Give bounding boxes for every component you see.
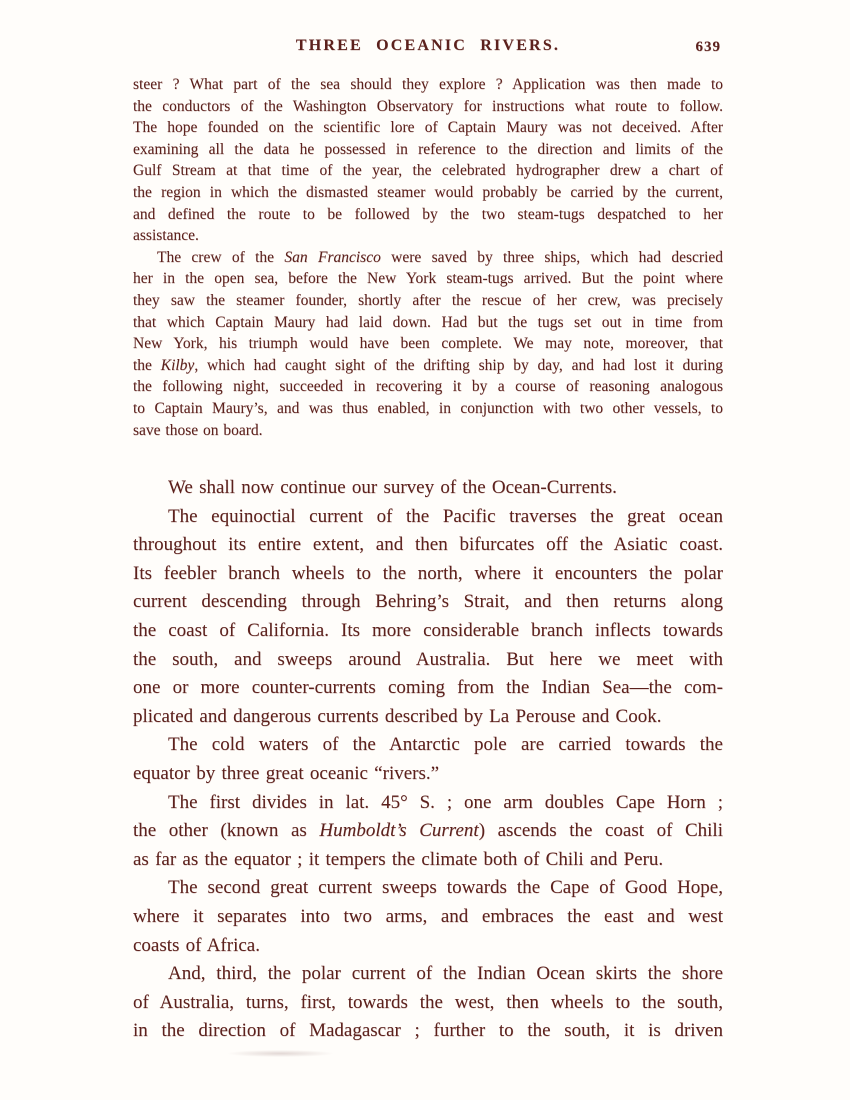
text-run: New York, his triumph would have been complete. We may note, moreover, that [133, 335, 723, 353]
text-run: the region in which the dismasted steamer would probably be carried by the current, [133, 183, 723, 201]
text-run: and defined the route to be followed by the two steam-tugs despatched to her [133, 205, 723, 223]
text-run: ) ascends the coast of Chili [478, 820, 723, 842]
scan-artifact [228, 1050, 333, 1057]
text-line [133, 989, 723, 1018]
text-run: , which had caught sight of the drifting ship by day, and had lost it during [194, 356, 723, 374]
text-line [133, 268, 723, 290]
text-run: save those on board. [133, 421, 263, 439]
text-line [133, 117, 723, 139]
paragraph [133, 874, 723, 960]
text-line [133, 96, 723, 118]
text-line [133, 474, 723, 503]
text-line [133, 1017, 723, 1046]
page-header [133, 36, 723, 56]
text-run: The cold waters of the Antarctic pole are carried towards the [168, 734, 723, 756]
text-run: The first divides in lat. 45° S. ; one arm doubles Cape Horn ; [168, 791, 723, 813]
text-run: plicated and dangerous currents described by La Perouse and Cook. [133, 705, 662, 727]
text-run: coasts of Africa. [133, 934, 260, 956]
document-body [133, 74, 723, 1046]
italic-text: Humboldt’s Current [319, 820, 479, 842]
text-line [133, 160, 723, 182]
text-line [133, 617, 723, 646]
text-line [133, 247, 723, 269]
paragraph [133, 731, 723, 788]
text-run: examining all the data he possessed in reference to the direction and limits of the [133, 140, 723, 158]
text-line [133, 531, 723, 560]
text-line [133, 355, 723, 377]
text-run: that which Captain Maury had laid down. Had but the tugs set out in time from [133, 313, 723, 331]
text-line [133, 903, 723, 932]
text-line [133, 731, 723, 760]
text-line [133, 760, 723, 789]
text-run: her in the open sea, before the New York steam-tugs arrived. But the point where [133, 270, 723, 288]
text-line [133, 560, 723, 589]
text-line [133, 312, 723, 334]
text-line [133, 789, 723, 818]
paragraph [133, 474, 723, 503]
paragraph [133, 789, 723, 875]
text-run: The second great current sweeps towards the Cape of Good Hope, [168, 877, 723, 899]
text-line [133, 846, 723, 875]
text-run: the [133, 356, 161, 374]
text-run: to Captain Maury’s, and was thus enabled, in conjunction with two other vessels, to [133, 399, 723, 417]
page-number: 639 [695, 39, 721, 55]
text-run: in the direction of Madagascar ; further to the south, it is driven [133, 1020, 723, 1042]
text-line [133, 74, 723, 96]
text-run: the south, and sweeps around Australia. But here we meet with [133, 648, 723, 670]
text-line [133, 420, 723, 442]
text-line [133, 874, 723, 903]
text-run: one or more counter-currents coming from the Indian Sea—the com- [133, 677, 723, 699]
text-run: they saw the steamer founder, shortly after the rescue of her crew, was precisely [133, 291, 723, 309]
text-run: equator by three great oceanic “rivers.” [133, 763, 440, 785]
text-line [133, 960, 723, 989]
text-line [133, 932, 723, 961]
italic-text: Kilby [160, 356, 195, 374]
text-run: the other (known as [133, 820, 320, 842]
running-head-title: THREE OCEANIC RIVERS. [295, 37, 561, 54]
text-line [133, 398, 723, 420]
text-line [133, 333, 723, 355]
text-run: as far as the equator ; it tempers the climate both of Chili and Peru. [133, 848, 664, 870]
text-line [133, 290, 723, 312]
text-run: The hope founded on the scientific lore of Captain Maury was not deceived. After [133, 119, 723, 137]
text-run: steer ? What part of the sea should they explore ? Application was then made to [133, 76, 723, 93]
text-line [133, 139, 723, 161]
text-run: And, third, the polar current of the Indian Ocean skirts the shore [168, 963, 723, 985]
text-line [133, 674, 723, 703]
paragraph [133, 503, 723, 732]
text-section-large [133, 474, 723, 1046]
text-section-small [133, 74, 723, 441]
paragraph [133, 960, 723, 1046]
text-line [133, 182, 723, 204]
text-run: throughout its entire extent, and then bifurcates off the Asiatic coast. [133, 534, 723, 556]
text-line [133, 646, 723, 675]
text-line [133, 703, 723, 732]
text-run: the coast of California. Its more considerable branch inflects towards [133, 620, 723, 642]
text-line [133, 503, 723, 532]
text-run: the conductors of the Washington Observatory for instructions what route to follow. [133, 97, 723, 115]
text-line [133, 588, 723, 617]
text-run: We shall now continue our survey of the Ocean-Currents. [168, 477, 617, 499]
text-run: The equinoctial current of the Pacific traverses the great ocean [168, 505, 723, 527]
text-run: the following night, succeeded in recovering it by a course of reasoning analogous [133, 378, 723, 396]
paragraph [133, 74, 723, 247]
paragraph [133, 247, 723, 441]
text-run: Its feebler branch wheels to the north, where it encounters the polar [133, 562, 723, 584]
text-run: The crew of the [157, 248, 285, 266]
text-run: current descending through Behring’s Strait, and then returns along [133, 591, 723, 613]
italic-text: San Francisco [284, 248, 381, 266]
text-run: Gulf Stream at that time of the year, the celebrated hydrographer drew a chart of [133, 162, 723, 180]
text-run: assistance. [133, 227, 199, 245]
text-run: of Australia, turns, first, towards the west, then wheels to the south, [133, 991, 723, 1013]
text-line [133, 225, 723, 247]
text-run: were saved by three ships, which had descried [380, 248, 723, 266]
text-run: where it separates into two arms, and embraces the east and west [133, 906, 723, 927]
text-line [133, 376, 723, 398]
text-line [133, 817, 723, 846]
text-line [133, 204, 723, 226]
